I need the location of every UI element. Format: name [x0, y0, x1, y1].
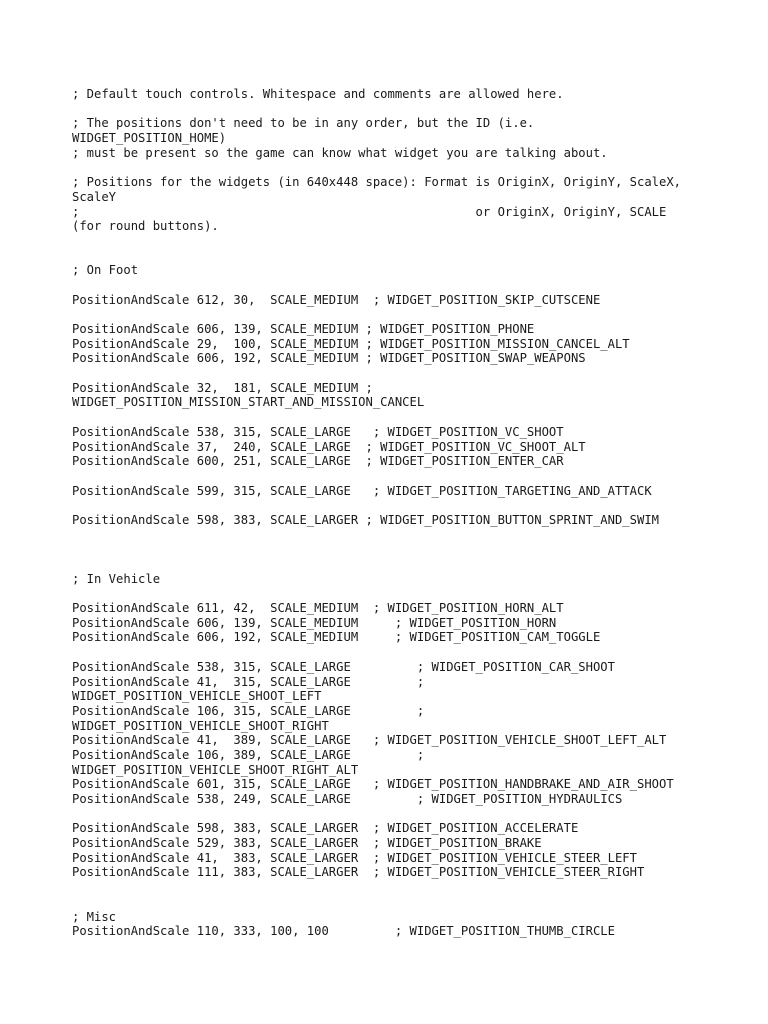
text-line: PositionAndScale 606, 192, SCALE_MEDIUM ; WIDGET_POSITION_SWAP_WEAPONS	[72, 351, 586, 366]
text-line: WIDGET_POSITION_HOME)	[72, 131, 227, 146]
text-line	[72, 880, 752, 895]
text-line	[72, 307, 752, 322]
text-line: ScaleY	[72, 189, 117, 204]
text-line: PositionAndScale 37, 240, SCALE_LARGE ; WIDGET_POSITION_VC_SHOOT_ALT	[72, 439, 586, 454]
text-line: PositionAndScale 598, 383, SCALE_LARGER ; WIDGET_POSITION_ACCELERATE	[72, 821, 579, 836]
text-line	[72, 895, 752, 910]
text-line	[72, 249, 752, 264]
text-line: WIDGET_POSITION_MISSION_START_AND_MISSION_CANCEL	[72, 395, 425, 410]
text-line: PositionAndScale 599, 315, SCALE_LARGE ; WIDGET_POSITION_TARGETING_AND_ATTACK	[72, 483, 652, 498]
text-line: WIDGET_POSITION_VEHICLE_SHOOT_RIGHT	[72, 718, 329, 733]
text-line: PositionAndScale 601, 315, SCALE_LARGE ; WIDGET_POSITION_HANDBRAKE_AND_AIR_SHOOT	[72, 777, 674, 792]
text-line: PositionAndScale 606, 139, SCALE_MEDIUM ; WIDGET_POSITION_HORN	[72, 615, 557, 630]
text-line	[72, 366, 752, 381]
text-line: PositionAndScale 106, 315, SCALE_LARGE ;	[72, 703, 425, 718]
text-line: PositionAndScale 106, 389, SCALE_LARGE ;	[72, 747, 425, 762]
text-line: (for round buttons).	[72, 219, 219, 234]
document-page	[72, 87, 752, 954]
section-heading-on-foot: ; On Foot	[72, 263, 139, 278]
text-line: ; Misc	[72, 909, 117, 924]
text-line: ; The positions don't need to be in any order, but the ID (i.e.	[72, 116, 535, 131]
text-line: ; Default touch controls. Whitespace and comments are allowed here.	[72, 87, 564, 101]
text-line: PositionAndScale 612, 30, SCALE_MEDIUM ; WIDGET_POSITION_SKIP_CUTSCENE	[72, 292, 601, 307]
text-line: WIDGET_POSITION_VEHICLE_SHOOT_LEFT	[72, 689, 322, 704]
text-line	[72, 807, 752, 822]
text-line: WIDGET_POSITION_VEHICLE_SHOOT_RIGHT_ALT	[72, 762, 359, 777]
text-line: PositionAndScale 600, 251, SCALE_LARGE ; WIDGET_POSITION_ENTER_CAR	[72, 454, 564, 469]
section-heading-in-vehicle: ; In Vehicle	[72, 571, 161, 586]
text-line: PositionAndScale 41, 383, SCALE_LARGER ; WIDGET_POSITION_VEHICLE_STEER_LEFT	[72, 850, 637, 865]
text-line: PositionAndScale 32, 181, SCALE_MEDIUM ;	[72, 380, 373, 395]
text-line	[72, 542, 752, 557]
text-line	[72, 528, 752, 543]
text-line: PositionAndScale 598, 383, SCALE_LARGER ; WIDGET_POSITION_BUTTON_SPRINT_AND_SWIM	[72, 512, 659, 527]
text-line	[72, 234, 752, 249]
text-line: ; Positions for the widgets (in 640x448 space): Format is OriginX, OriginY, ScaleX,	[72, 175, 682, 190]
text-line	[72, 160, 752, 175]
section-heading-misc: PositionAndScale 110, 333, 100, 100 ; WIDGET_POSITION_THUMB_CIRCLE	[72, 924, 615, 939]
text-line	[72, 469, 752, 484]
text-line: PositionAndScale 538, 249, SCALE_LARGE ; WIDGET_POSITION_HYDRAULICS	[72, 792, 623, 806]
text-line	[72, 586, 752, 601]
text-line: ; or OriginX, OriginY, SCALE	[72, 204, 667, 219]
text-line: PositionAndScale 606, 192, SCALE_MEDIUM ; WIDGET_POSITION_CAM_TOGGLE	[72, 630, 601, 645]
text-line: PositionAndScale 538, 315, SCALE_LARGE ; WIDGET_POSITION_CAR_SHOOT	[72, 659, 615, 674]
text-line: ; must be present so the game can know what widget you are talking about.	[72, 145, 608, 160]
text-line	[72, 498, 752, 513]
text-line	[72, 645, 752, 660]
text-line: PositionAndScale 611, 42, SCALE_MEDIUM ; WIDGET_POSITION_HORN_ALT	[72, 601, 564, 616]
text-line: PositionAndScale 111, 383, SCALE_LARGER ; WIDGET_POSITION_VEHICLE_STEER_RIGHT	[72, 865, 645, 880]
text-line	[72, 557, 752, 572]
text-line: PositionAndScale 606, 139, SCALE_MEDIUM ; WIDGET_POSITION_PHONE	[72, 322, 535, 336]
text-line: PositionAndScale 529, 383, SCALE_LARGER ; WIDGET_POSITION_BRAKE	[72, 836, 542, 851]
text-line	[72, 278, 752, 293]
text-line: PositionAndScale 41, 389, SCALE_LARGE ; WIDGET_POSITION_VEHICLE_SHOOT_LEFT_ALT	[72, 733, 667, 748]
text-line	[72, 102, 752, 117]
text-line	[72, 410, 752, 425]
text-line: PositionAndScale 41, 315, SCALE_LARGE ;	[72, 674, 425, 689]
text-line	[72, 939, 752, 954]
text-line: PositionAndScale 538, 315, SCALE_LARGE ; WIDGET_POSITION_VC_SHOOT	[72, 424, 564, 439]
text-line: PositionAndScale 29, 100, SCALE_MEDIUM ; WIDGET_POSITION_MISSION_CANCEL_ALT	[72, 336, 630, 351]
